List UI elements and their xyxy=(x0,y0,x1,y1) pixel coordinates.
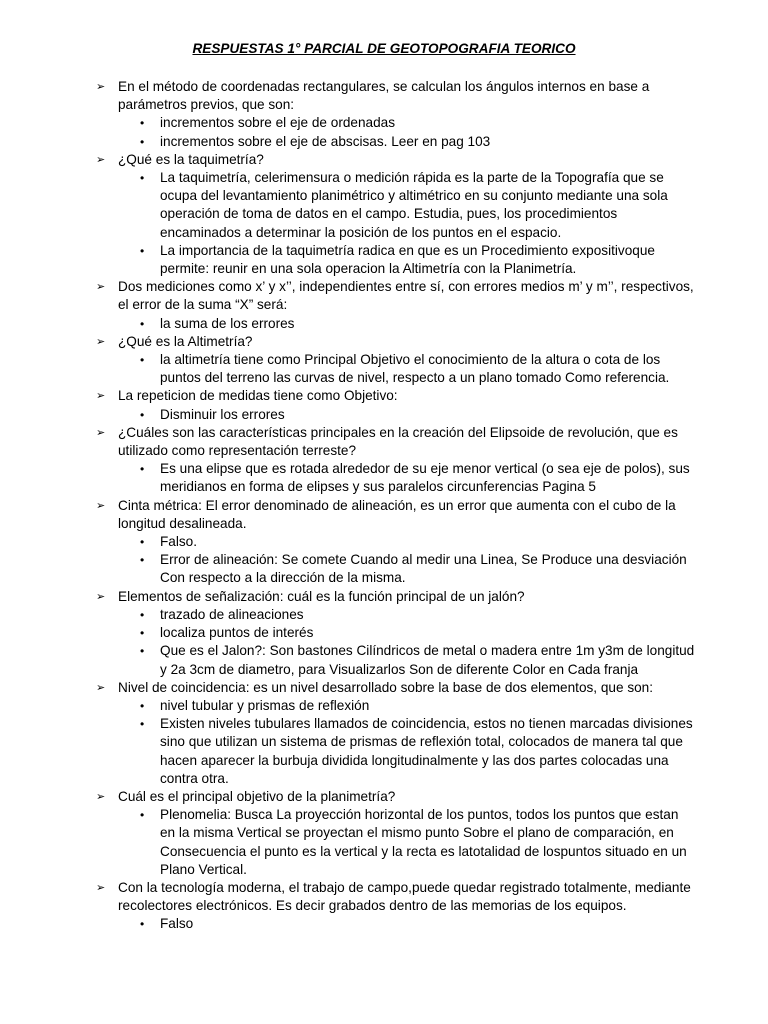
question-item xyxy=(96,278,696,333)
bullet-dot-icon: • xyxy=(140,407,145,422)
answer-text: Error de alineación: Se comete Cuando al medir una Linea, Se Produce una desviación Con respecto a la dirección de la misma. xyxy=(160,552,687,586)
arrow-bullet-icon: ➢ xyxy=(96,281,106,294)
answer-text: Es una elipse que es rotada alrededor de su eje menor vertical (o sea eje de polos), sus meridianos en forma de elipses y sus paralelos circunferencias Pagina 5 xyxy=(160,461,690,495)
question-text: En el método de coordenadas rectangulares, se calculan los ángulos internos en base a parámetros previos, que son: xyxy=(118,79,650,113)
answer-item xyxy=(118,624,696,642)
arrow-bullet-icon: ➢ xyxy=(96,499,106,512)
question-text: ¿Cuáles son las características principales en la creación del Elipsoide de revolución, que es utilizado como representación terreste? xyxy=(118,424,678,459)
arrow-bullet-icon: ➢ xyxy=(96,390,106,403)
answer-item xyxy=(118,242,696,278)
question-text: ¿Qué es la Altimetría? xyxy=(118,333,253,349)
answer-item xyxy=(118,915,696,933)
arrow-bullet-icon: ➢ xyxy=(96,790,106,803)
answer-item xyxy=(118,642,696,678)
answer-list xyxy=(118,315,696,333)
bullet-dot-icon: • xyxy=(140,353,145,368)
answer-list xyxy=(118,169,696,278)
bullet-dot-icon: • xyxy=(140,462,145,477)
answer-item xyxy=(118,114,696,132)
bullet-dot-icon: • xyxy=(140,626,145,641)
bullet-dot-icon: • xyxy=(140,535,145,550)
answer-item xyxy=(118,806,696,879)
question-text: Nivel de coincidencia: es un nivel desarrollado sobre la base de dos elementos, que son: xyxy=(118,679,654,695)
question-item xyxy=(96,424,696,497)
bullet-dot-icon: • xyxy=(140,808,145,823)
bullet-dot-icon: • xyxy=(140,607,145,622)
answer-item xyxy=(118,715,696,788)
answer-item xyxy=(118,315,696,333)
answer-item xyxy=(118,351,696,387)
bullet-dot-icon: • xyxy=(140,316,145,331)
question-text: Con la tecnología moderna, el trabajo de campo,puede quedar registrado totalmente, mediante recolectores electrónicos. Es decir grabados dentro de las memorias de los equipos. xyxy=(118,879,691,914)
answer-text: la altimetría tiene como Principal Objetivo el conocimiento de la altura o cota de los puntos del terreno las curvas de nivel, respecto a un plano tomado Como referencia. xyxy=(160,352,670,386)
answer-text: Que es el Jalon?: Son bastones Cilíndricos de metal o madera entre 1m y3m de longitud y 2a 3cm de diametro, para Visualizarlos Son de diferente Color en Cada franja xyxy=(160,643,695,677)
question-item xyxy=(96,679,696,788)
answer-text: La taquimetría, celerimensura o medición rápida es la parte de la Topografía que se ocupa del levantamiento planimétrico y altimétrico en su conjunto mediante una sola operación de toma de datos en el campo. Estudia, pues, los procedimientos encaminados a determinar la posición de los puntos en el espacio. xyxy=(160,170,668,240)
question-item xyxy=(96,151,696,278)
question-text: Elementos de señalización: cuál es la función principal de un jalón? xyxy=(118,588,525,604)
bullet-dot-icon: • xyxy=(140,717,145,732)
answer-text: la suma de los errores xyxy=(160,315,295,331)
answer-text: La importancia de la taquimetría radica en que es un Procedimiento expositivoque permite: reunir en una sola operacion la Altimetría con la Planimetría. xyxy=(160,242,655,277)
arrow-bullet-icon: ➢ xyxy=(96,153,106,166)
bullet-dot-icon: • xyxy=(140,243,145,258)
question-item xyxy=(96,588,696,679)
question-item xyxy=(96,78,696,151)
answer-list xyxy=(118,606,696,679)
document-title: RESPUESTAS 1° PARCIAL DE GEOTOPOGRAFIA TEORICO xyxy=(192,41,576,56)
answer-item xyxy=(118,697,696,715)
question-text: Cinta métrica: El error denominado de alineación, es un error que aumenta con el cubo de la longitud desalineada. xyxy=(118,497,676,531)
question-item xyxy=(96,333,696,388)
answer-item xyxy=(118,133,696,151)
answer-list xyxy=(118,460,696,496)
question-text: Cuál es el principal objetivo de la planimetría? xyxy=(118,788,396,804)
question-item xyxy=(96,788,696,879)
bullet-dot-icon: • xyxy=(140,171,145,186)
arrow-bullet-icon: ➢ xyxy=(96,81,106,93)
question-item xyxy=(96,879,696,934)
answer-text: incrementos sobre el eje de abscisas. Leer en pag 103 xyxy=(160,133,491,149)
question-item xyxy=(96,497,696,588)
question-text: Dos mediciones como x’ y x’’, independientes entre sí, con errores medios m’ y m’’, respectivos, el error de la suma “X” será: xyxy=(118,279,694,313)
answer-list xyxy=(118,806,696,879)
answer-item xyxy=(118,606,696,624)
arrow-bullet-icon: ➢ xyxy=(96,426,106,439)
arrow-bullet-icon: ➢ xyxy=(96,681,106,694)
answer-text: Plenomelia: Busca La proyección horizontal de los puntos, todos los puntos que estan en la misma Vertical se proyectan el mismo punto Sobre el plano de comparación, en Consecuencia el punto es la vertical y la recta es latotalidad de lospuntos situado en un Plano Vertical. xyxy=(160,807,687,877)
answer-item xyxy=(118,406,696,424)
answer-item xyxy=(118,460,696,496)
bullet-dot-icon: • xyxy=(140,644,145,659)
answer-list xyxy=(118,351,696,387)
answer-text: localiza puntos de interés xyxy=(160,625,314,641)
arrow-bullet-icon: ➢ xyxy=(96,590,106,603)
answer-list xyxy=(118,406,696,424)
answer-text: incrementos sobre el eje de ordenadas xyxy=(160,115,396,131)
answer-text: trazado de alineaciones xyxy=(160,606,304,622)
answer-item xyxy=(118,533,696,551)
question-item xyxy=(96,387,696,423)
question-text: La repeticion de medidas tiene como Objetivo: xyxy=(118,388,398,404)
answer-text: Existen niveles tubulares llamados de coincidencia, estos no tienen marcadas divisiones sino que utilizan un sistema de prismas de reflexión total, colocados de manera tal que hacen aparecer la burbuja dividida longitudinalmente y las dos partes colocadas una contra otra. xyxy=(160,716,693,786)
arrow-bullet-icon: ➢ xyxy=(96,881,106,894)
answer-list xyxy=(118,915,696,933)
answer-item xyxy=(118,551,696,587)
answer-list xyxy=(118,533,696,588)
answer-text: Falso xyxy=(160,916,194,932)
bullet-dot-icon: • xyxy=(140,116,145,131)
answer-list xyxy=(118,114,696,150)
answer-list xyxy=(118,697,696,788)
arrow-bullet-icon: ➢ xyxy=(96,335,106,348)
bullet-dot-icon: • xyxy=(140,553,145,568)
answer-text: Falso. xyxy=(160,534,198,550)
answer-item xyxy=(118,169,696,242)
answer-text: nivel tubular y prismas de reflexión xyxy=(160,697,370,713)
bullet-dot-icon: • xyxy=(140,698,145,713)
answer-text: Disminuir los errores xyxy=(160,406,285,422)
question-list xyxy=(96,78,696,934)
bullet-dot-icon: • xyxy=(140,917,145,932)
bullet-dot-icon: • xyxy=(140,134,145,149)
question-text: ¿Qué es la taquimetría? xyxy=(118,151,264,167)
